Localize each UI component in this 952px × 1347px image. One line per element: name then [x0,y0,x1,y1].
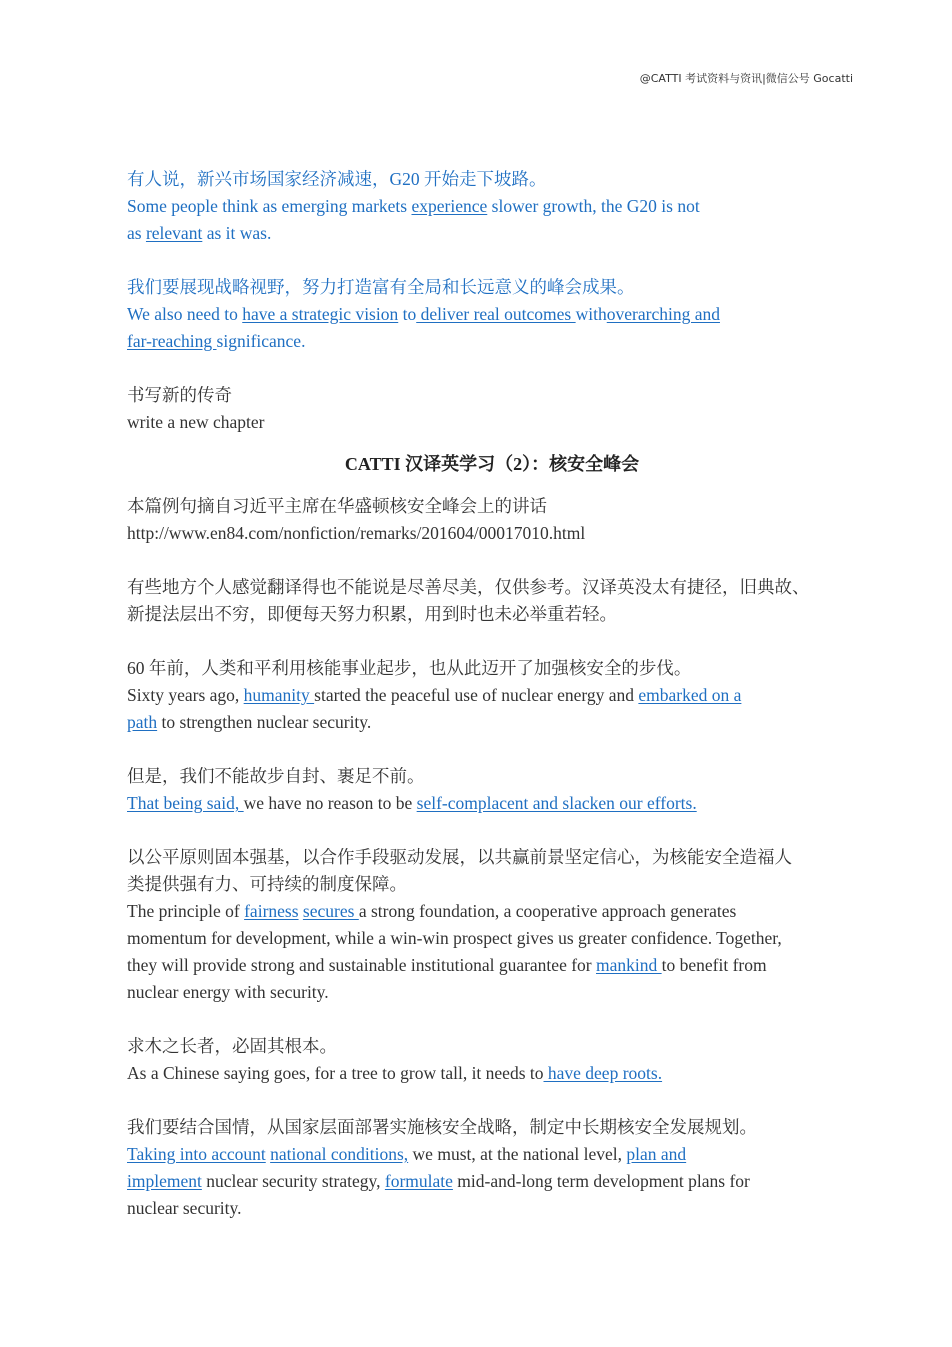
vocab-link[interactable]: self-complacent and slacken our efforts. [416,793,697,813]
vocab-link[interactable]: secures [302,901,359,921]
zh-sentence: 但是，我们不能故步自封、裹足不前。 [127,766,425,786]
vocab-link[interactable]: national conditions, [270,1144,409,1164]
vocab-link[interactable]: overarching and [606,304,720,324]
document-body [127,166,857,1222]
section-sixty-years [127,655,857,736]
section-fairness [127,844,857,1006]
vocab-link[interactable]: relevant [145,223,203,243]
vocab-link[interactable]: mankind [596,955,662,975]
vocab-link[interactable]: That being said, [127,793,244,813]
zh-sentence: 60 年前，人类和平利用核能事业起步，也从此迈开了加强核安全的步伐。 [127,658,692,678]
page-title: CATTI 汉译英学习（2）：核安全峰会 [344,454,640,474]
note-line: 新提法层出不穷，即便每天努力积累，用到时也未必举重若轻。 [127,604,617,624]
zh-sentence: 类提供强有力、可持续的制度保障。 [127,874,407,894]
vocab-link[interactable]: embarked on a [638,685,742,705]
en-translation-line: momentum for development, while a win-win prospect gives us greater confidence. Together, [127,928,782,948]
en-translation-line: far-reaching significance. [127,331,306,351]
vocab-link[interactable]: experience [411,196,488,216]
en-translation: write a new chapter [127,412,265,432]
vocab-link[interactable]: far-reaching [127,331,217,351]
source-url[interactable]: http://www.en84.com/nonfiction/remarks/201604/00017010.html [127,523,586,543]
vocab-link[interactable]: fairness [244,901,299,921]
section-intro [127,493,857,547]
en-translation-line: they will provide strong and sustainable institutional guarantee for mankind to benefit from [127,955,767,975]
section-deep-roots [127,1033,857,1087]
section-new-chapter [127,382,857,436]
intro-text: 本篇例句摘自习近平主席在华盛顿核安全峰会上的讲话 [127,496,547,516]
vocab-link[interactable]: implement [127,1171,202,1191]
vocab-link[interactable]: have deep roots. [543,1063,663,1083]
vocab-link[interactable]: humanity [243,685,315,705]
section-note [127,574,857,628]
section-g20-growth [127,166,857,247]
en-translation-line: As a Chinese saying goes, for a tree to grow tall, it needs to have deep roots. [127,1063,663,1083]
en-translation-line: implement nuclear security strategy, formulate mid-and-long term development plans for [127,1171,750,1191]
vocab-link[interactable]: plan and [626,1144,687,1164]
en-translation-line: Some people think as emerging markets experience slower growth, the G20 is not [127,196,700,216]
en-translation-line: Taking into account national conditions, we must, at the national level, plan and [127,1144,687,1164]
section-strategic-vision [127,274,857,355]
zh-sentence: 求木之长者，必固其根本。 [127,1036,337,1056]
zh-sentence: 我们要展现战略视野，努力打造富有全局和长远意义的峰会成果。 [127,277,635,297]
en-translation-line: as relevant as it was. [127,223,272,243]
en-translation-line: Sixty years ago, humanity started the peaceful use of nuclear energy and embarked on a [127,685,742,705]
zh-sentence: 以公平原则固本强基，以合作手段驱动发展，以共赢前景坚定信心，为核能安全造福人 [127,847,792,867]
en-translation-line: path to strengthen nuclear security. [127,712,372,732]
note-line: 有些地方个人感觉翻译得也不能说是尽善尽美，仅供参考。汉译英没太有捷径，旧典故、 [127,577,810,597]
vocab-link[interactable]: formulate [384,1171,453,1191]
vocab-link[interactable]: have a strategic vision [242,304,399,324]
en-translation-line: We also need to have a strategic vision to deliver real outcomes withoverarching and [127,304,720,324]
vocab-link[interactable]: path [127,712,158,732]
en-translation-line: That being said, we have no reason to be self-complacent and slacken our efforts. [127,793,697,813]
section-complacent [127,763,857,817]
en-translation-line: nuclear security. [127,1198,242,1218]
zh-sentence: 我们要结合国情，从国家层面部署实施核安全战略，制定中长期核安全发展规划。 [127,1117,757,1137]
header-note: @CATTI 考试资料与资讯|微信公号 Gocatti [639,72,853,85]
section-national-conditions [127,1114,857,1222]
zh-sentence: 书写新的传奇 [127,385,232,405]
vocab-link[interactable]: Taking into account [127,1144,266,1164]
en-translation-line: The principle of fairness secures a strong foundation, a cooperative approach generates [127,901,737,921]
en-translation-line: nuclear energy with security. [127,982,329,1002]
zh-sentence: 有人说，新兴市场国家经济减速，G20 开始走下坡路。 [127,169,547,189]
vocab-link[interactable]: deliver real outcomes [416,304,576,324]
